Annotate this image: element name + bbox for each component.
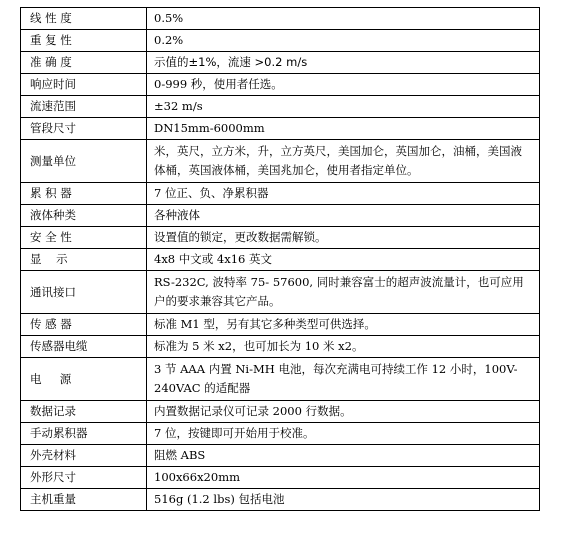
spec-label: 流速范围 bbox=[21, 96, 147, 118]
spec-row bbox=[21, 249, 540, 271]
spec-label: 通讯接口 bbox=[21, 271, 147, 314]
spec-label: 重 复 性 bbox=[21, 30, 147, 52]
spec-row bbox=[21, 467, 540, 489]
spec-label: 安 全 性 bbox=[21, 227, 147, 249]
spec-value: 0.5% bbox=[147, 8, 540, 30]
spec-row bbox=[21, 423, 540, 445]
spec-table bbox=[20, 7, 540, 511]
spec-row bbox=[21, 205, 540, 227]
spec-value: 标准为 5 米 x2，也可加长为 10 米 x2。 bbox=[147, 336, 540, 358]
spec-value: RS-232C, 波特率 75- 57600, 同时兼容富士的超声波流量计，也可应用户的要求兼容其它产品。 bbox=[147, 271, 540, 314]
spec-row bbox=[21, 314, 540, 336]
spec-value: DN15mm-6000mm bbox=[147, 118, 540, 140]
spec-row bbox=[21, 118, 540, 140]
spec-value: 516g (1.2 lbs) 包括电池 bbox=[147, 489, 540, 511]
spec-row bbox=[21, 30, 540, 52]
spec-value: 各种液体 bbox=[147, 205, 540, 227]
spec-row bbox=[21, 8, 540, 30]
spec-label: 液体种类 bbox=[21, 205, 147, 227]
spec-label: 传 感 器 bbox=[21, 314, 147, 336]
spec-row bbox=[21, 358, 540, 401]
spec-row bbox=[21, 96, 540, 118]
spec-label: 主机重量 bbox=[21, 489, 147, 511]
spec-value: 0-999 秒，使用者任选。 bbox=[147, 74, 540, 96]
spec-value: ±32 m/s bbox=[147, 96, 540, 118]
spec-row bbox=[21, 445, 540, 467]
spec-label: 准 确 度 bbox=[21, 52, 147, 74]
spec-label: 传感器电缆 bbox=[21, 336, 147, 358]
spec-row bbox=[21, 183, 540, 205]
spec-label: 累 积 器 bbox=[21, 183, 147, 205]
spec-value: 7 位，按键即可开始用于校准。 bbox=[147, 423, 540, 445]
spec-label: 外壳材料 bbox=[21, 445, 147, 467]
spec-row bbox=[21, 271, 540, 314]
spec-table-body bbox=[21, 8, 540, 511]
spec-label: 外形尺寸 bbox=[21, 467, 147, 489]
spec-value: 米，英尺，立方米，升，立方英尺，美国加仑，英国加仑，油桶，美国液体桶，英国液体桶，美国兆加仑，使用者指定单位。 bbox=[147, 140, 540, 183]
spec-row bbox=[21, 401, 540, 423]
spec-row bbox=[21, 140, 540, 183]
spec-value: 3 节 AAA 内置 Ni-MH 电池，每次充满电可持续工作 12 小时，100V-240VAC 的适配器 bbox=[147, 358, 540, 401]
spec-value: 7 位正、负、净累积器 bbox=[147, 183, 540, 205]
spec-row bbox=[21, 227, 540, 249]
spec-value: 0.2% bbox=[147, 30, 540, 52]
spec-row bbox=[21, 489, 540, 511]
spec-value: 设置值的锁定，更改数据需解锁。 bbox=[147, 227, 540, 249]
spec-value: 标准 M1 型，另有其它多种类型可供选择。 bbox=[147, 314, 540, 336]
spec-value: 内置数据记录仪可记录 2000 行数据。 bbox=[147, 401, 540, 423]
spec-value: 4x8 中文或 4x16 英文 bbox=[147, 249, 540, 271]
spec-label: 管段尺寸 bbox=[21, 118, 147, 140]
spec-label: 测量单位 bbox=[21, 140, 147, 183]
spec-value: 示值的±1%，流速 >0.2 m/s bbox=[147, 52, 540, 74]
spec-label: 数据记录 bbox=[21, 401, 147, 423]
spec-label: 显 示 bbox=[21, 249, 147, 271]
spec-label: 手动累积器 bbox=[21, 423, 147, 445]
spec-label: 电 源 bbox=[21, 358, 147, 401]
spec-value: 100x66x20mm bbox=[147, 467, 540, 489]
spec-row bbox=[21, 74, 540, 96]
spec-label: 响应时间 bbox=[21, 74, 147, 96]
spec-label: 线 性 度 bbox=[21, 8, 147, 30]
spec-value: 阻燃 ABS bbox=[147, 445, 540, 467]
spec-row bbox=[21, 52, 540, 74]
spec-row bbox=[21, 336, 540, 358]
